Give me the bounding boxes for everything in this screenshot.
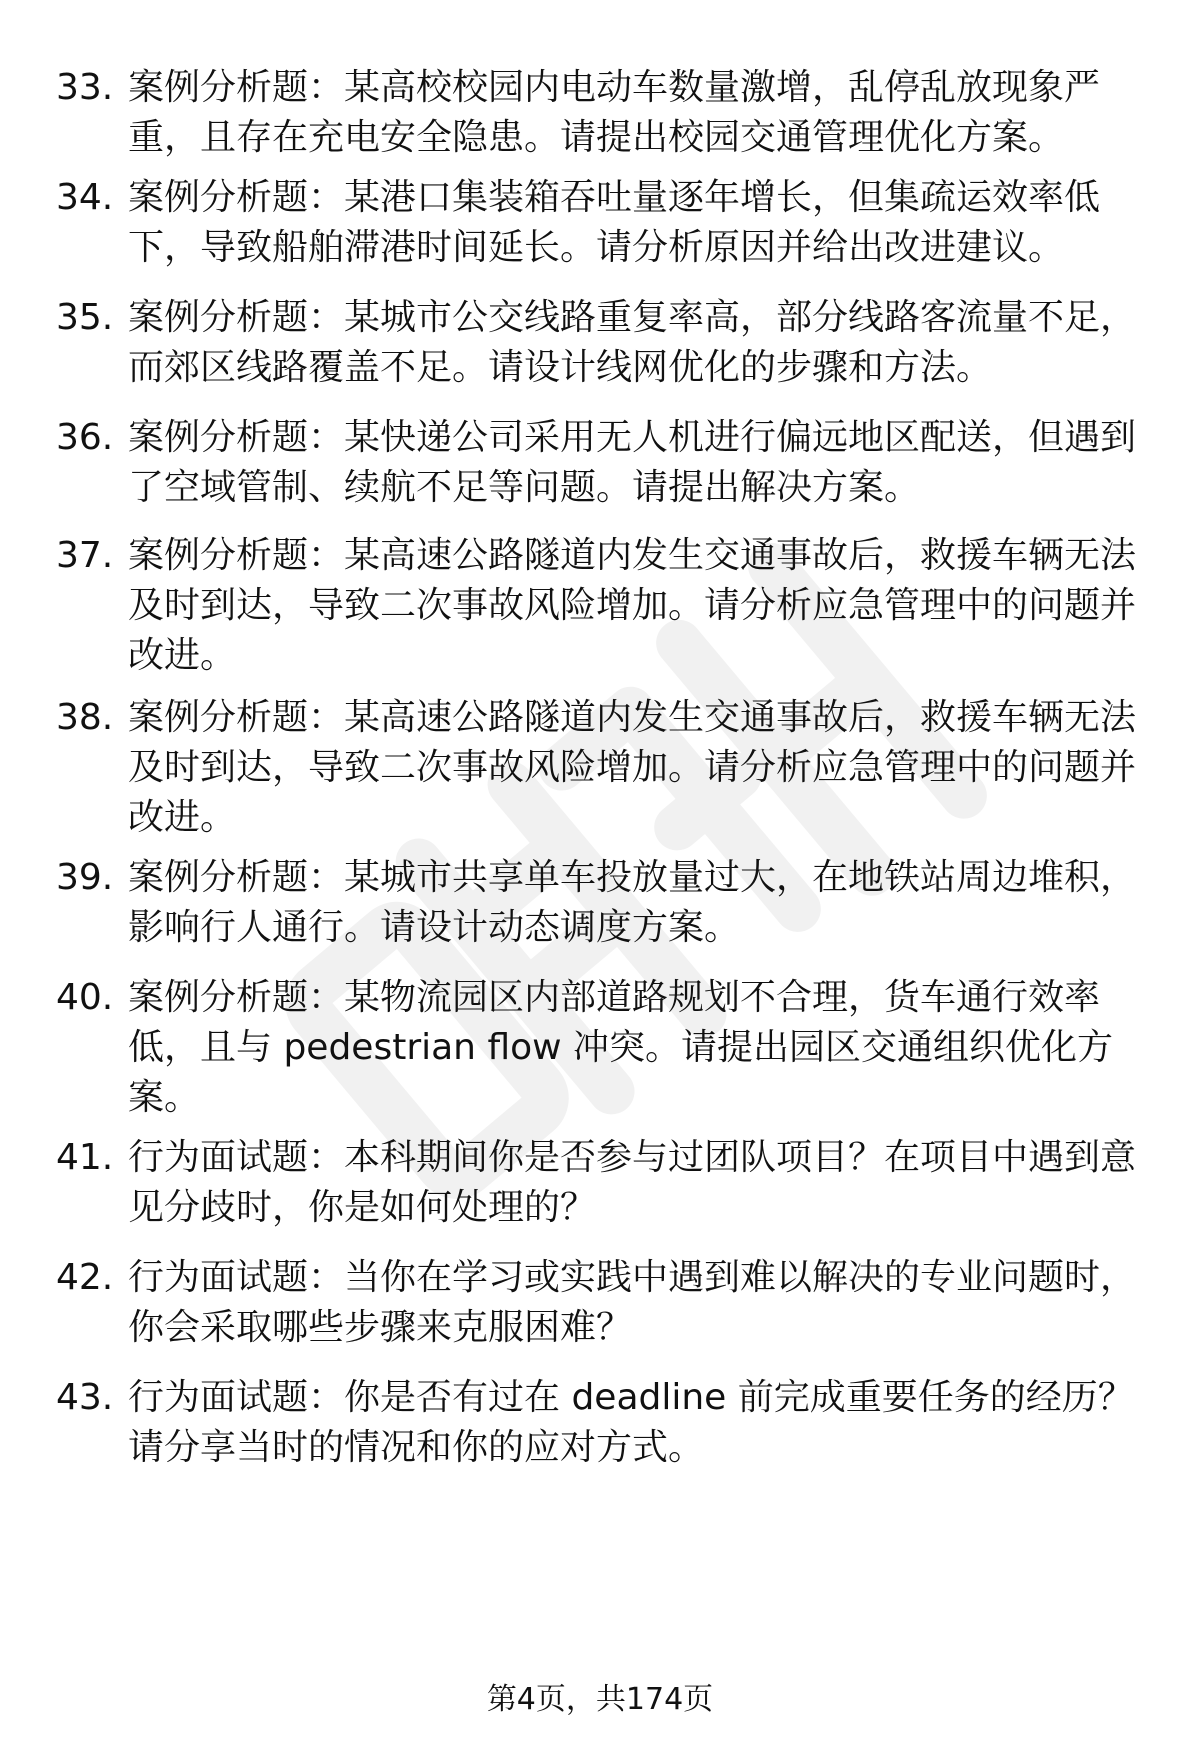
- question-text-line: 行为面试题：本科期间你是否参与过团队项目？在项目中遇到意: [128, 1137, 1137, 1178]
- question-text-line: 低，且与 pedestrian flow 冲突。请提出园区交通组织优化方: [128, 1027, 1114, 1068]
- question-text-line: 行为面试题：你是否有过在 deadline 前完成重要任务的经历？: [128, 1377, 1134, 1418]
- question-text-line: 改进。: [128, 635, 237, 676]
- question-text-line: 及时到达，导致二次事故风险增加。请分析应急管理中的问题并: [128, 747, 1137, 788]
- question-number: 42.: [56, 1257, 114, 1298]
- question-number: 35.: [56, 297, 114, 338]
- question-text-line: 影响行人通行。请设计动态调度方案。: [128, 907, 741, 948]
- question-text-line: 及时到达，导致二次事故风险增加。请分析应急管理中的问题并: [128, 585, 1137, 626]
- page-number-footer: 第4页，共174页: [486, 1682, 714, 1717]
- question-text-line: 案例分析题：某物流园区内部道路规划不合理，货车通行效率: [128, 977, 1101, 1018]
- question-text-line: 改进。: [128, 797, 237, 838]
- question-text-line: 你会采取哪些步骤来克服困难？: [128, 1307, 633, 1348]
- question-text-line: 案例分析题：某快递公司采用无人机进行偏远地区配送，但遇到: [128, 417, 1137, 458]
- question-text-line: 案例分析题：某港口集装箱吞吐量逐年增长，但集疏运效率低: [128, 177, 1101, 218]
- question-number: 39.: [56, 857, 114, 898]
- question-number: 36.: [56, 417, 114, 458]
- question-number: 40.: [56, 977, 114, 1018]
- question-text-line: 案例分析题：某高速公路隧道内发生交通事故后，救援车辆无法: [128, 535, 1137, 576]
- question-number: 34.: [56, 177, 114, 218]
- question-number: 41.: [56, 1137, 114, 1178]
- question-number: 38.: [56, 697, 114, 738]
- question-text-line: 案例分析题：某城市公交线路重复率高，部分线路客流量不足，: [128, 297, 1137, 338]
- question-text-line: 重，且存在充电安全隐患。请提出校园交通管理优化方案。: [128, 117, 1065, 158]
- question-number: 37.: [56, 535, 114, 576]
- question-text-line: 案例分析题：某高校校园内电动车数量激增，乱停乱放现象严: [128, 67, 1101, 108]
- question-number: 33.: [56, 67, 114, 108]
- question-text-line: 案例分析题：某城市共享单车投放量过大，在地铁站周边堆积，: [128, 857, 1137, 898]
- question-text-line: 了空域管制、续航不足等问题。请提出解决方案。: [128, 467, 921, 508]
- question-text-line: 请分享当时的情况和你的应对方式。: [128, 1427, 705, 1468]
- question-text-line: 案例分析题：某高速公路隧道内发生交通事故后，救援车辆无法: [128, 697, 1137, 738]
- question-text-line: 案。: [128, 1077, 201, 1118]
- question-text-line: 下，导致船舶滞港时间延长。请分析原因并给出改进建议。: [128, 227, 1065, 268]
- question-number: 43.: [56, 1377, 114, 1418]
- question-text-line: 见分歧时，你是如何处理的？: [128, 1187, 597, 1228]
- question-text-line: 行为面试题：当你在学习或实践中遇到难以解决的专业问题时，: [128, 1257, 1137, 1298]
- question-text-line: 而郊区线路覆盖不足。请设计线网优化的步骤和方法。: [128, 347, 993, 388]
